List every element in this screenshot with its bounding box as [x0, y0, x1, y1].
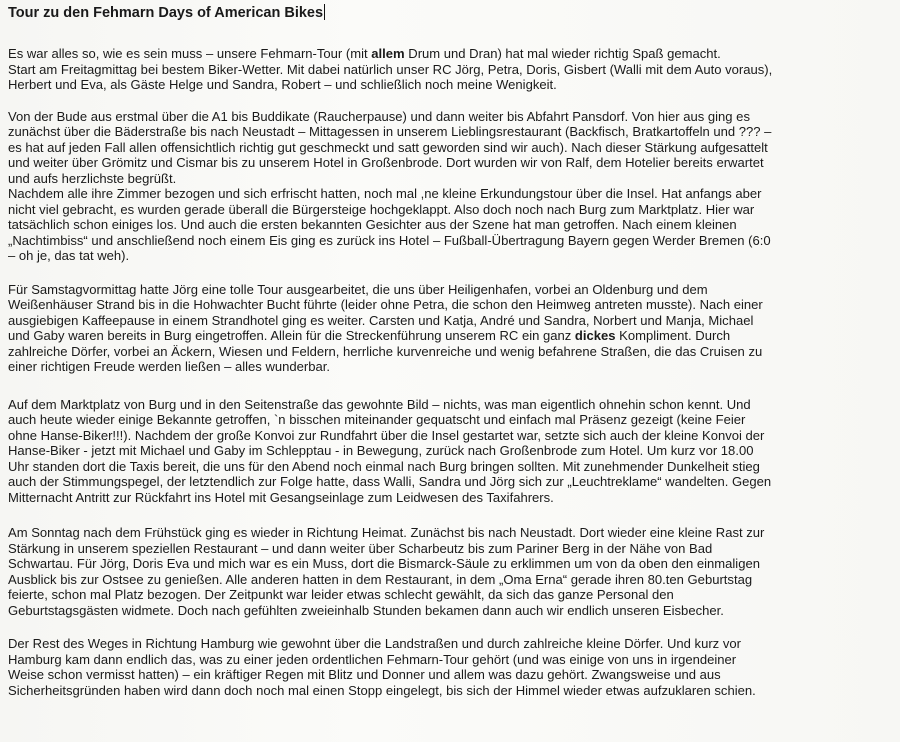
- text-line: Auf dem Marktplatz von Burg und in den Seitenstraße das gewohnte Bild – nichts, was man eigentlich ohnehin schon kennt. Und: [8, 396, 751, 412]
- text-line: Der Rest des Weges in Richtung Hamburg wie gewohnt über die Landstraßen und durch zahlreiche kleine Dörfer. Und kurz vor: [8, 636, 741, 651]
- paragraph-1: [8, 46, 892, 93]
- text-line: Schwartau. Für Jörg, Doris Eva und mich war es ein Muss, dort die Bismarck-Säule zu erklimmen um von da oben den einmaligen: [8, 556, 760, 571]
- text-line: nicht viel gebracht, es wurden gerade überall die Bürgersteige hochgeklappt. Also doch noch nach Burg zum Marktplatz. Hier war: [8, 201, 755, 217]
- paragraph-7: [8, 636, 892, 698]
- paragraph-3: [8, 186, 892, 264]
- paragraph-6: [8, 525, 892, 618]
- text-line: Uhr standen dort die Taxis bereit, die uns für den Abend noch einmal nach Burg bringen sollten. Mit zunehmender Dunkelheit stieg: [8, 458, 760, 474]
- text-line: feierte, schon mal Platz bezogen. Der Zeitpunkt war leider etwas schlecht gewählt, da sich das ganze Personal den: [8, 587, 674, 602]
- text-line: es hat auf jeden Fall allen offensichtlich richtig gut geschmeckt und satt geworden sind wir auch). Nach dieser Stärkung aufgesattelt: [8, 139, 768, 155]
- paragraph-4: [8, 282, 892, 375]
- title-text: Tour zu den Fehmarn Days of American Bikes: [8, 5, 324, 21]
- text-line: Hanse-Biker - jetzt mit Michael und Gaby im Schlepptau - in Bewegung, zurück nach Großenbrode zum Hotel. Um kurz vor 18.00: [8, 443, 754, 458]
- text-line: Stärkung in unserem speziellen Restaurant – und dann weiter über Scharbeutz bis zum Pariner Berg in der Nähe von Bad: [8, 540, 713, 556]
- text-line: auch der Stimmungspegel, der letztendlich zur Folge hatte, dass Walli, Sandra und Jörg sich zur „Leuchtreklame“ wandelten. Gegen: [8, 474, 772, 489]
- text-line: Start am Freitagmittag bei bestem Biker-Wetter. Mit dabei natürlich unser RC Jörg, Petra, Doris, Gisbert (Walli mit dem Auto voraus),: [8, 61, 773, 77]
- document-title: [8, 4, 892, 23]
- text-line: Für Samstagvormittag hatte Jörg eine tolle Tour ausgearbeitet, die uns über Heiligenhafen, vorbei an Oldenburg und dem: [8, 281, 708, 297]
- text-line: Ausblick bis zur Ostsee zu genießen. Alle anderen hatten in dem Restaurant, in dem „Oma Erna“ gerade ihren 80.ten Geburtstag: [8, 571, 753, 587]
- text-line: Am Sonntag nach dem Frühstück ging es wieder in Richtung Heimat. Zunächst bis nach Neustadt. Dort wieder eine kleine Rast zur: [8, 525, 765, 540]
- text-line: und weiter über Grömitz und Cismar bis zu unserem Hotel in Großenbrode. Dort wurden wir von Ralf, dem Hotelier bereits erwartet: [8, 155, 764, 170]
- bold-word: allem: [371, 46, 405, 61]
- text-line: auch heute wieder einige Bekannte getroffen, `n bisschen miteinander gequatscht und einfach mal Präsenz gezeigt (keine Feier: [8, 412, 746, 427]
- text-line: Weißenhäuser Strand bis in die Hohwachter Bucht führte (leider ohne Petra, die schon den Heimweg antreten musste). Nach einer: [8, 297, 763, 312]
- paragraph-2: [8, 109, 892, 187]
- bold-word: dickes: [574, 328, 616, 343]
- text-line: Hamburg kam dann endlich das, was zu einer jeden ordentlichen Fehmarn-Tour gehört (und was einige von uns in irgendeiner: [8, 651, 737, 667]
- text-line: Weise schon vermisst hatten) – ein kräftiger Regen mit Blitz und Donner und allem was dazu gehört. Zwangsweise und aus: [8, 667, 721, 682]
- text-line: ohne Hanse-Biker!!!). Nachdem der große Konvoi zur Rundfahrt über die Insel gestartet war, setzte sich auch der kleine Konvoi der: [8, 427, 765, 443]
- text-line: und Gaby waren bereits in Burg eingetroffen. Allein für die Streckenführung unserem RC ein ganz dickes Kompliment. Durch: [8, 328, 731, 343]
- text-line: „Nachtimbiss“ und anschließend noch einem Eis ging es zurück ins Hotel – Fußball-Übertragung Bayern gegen Werder Bremen (6:0: [8, 232, 771, 248]
- text-line: tatsächlich schon einiges los. Und auch die ersten bekannten Gesichter aus der Szene hat man getroffen. Nach einem kleinen: [8, 217, 737, 232]
- text-line: – oh je, das tat weh).: [8, 248, 130, 263]
- text-line: Von der Bude aus erstmal über die A1 bis Buddikate (Raucherpause) und dann weiter bis Abfahrt Pansdorf. Von hier aus ging es: [8, 108, 750, 124]
- text-line: zunächst über die Bäderstraße bis nach Neustadt – Mittagessen in unserem Lieblingsrestaurant (Backfisch, Bratkartoffeln und ??? –: [8, 124, 772, 139]
- text-line: und aufs herzlichste begrüßt.: [8, 170, 177, 186]
- text-line: Sicherheitsgründen haben wird dann doch noch mal einen Stopp eingelegt, bis sich der Himmel wieder etwas aufzuklaren schien.: [8, 682, 756, 698]
- text-cursor: [324, 4, 325, 20]
- text-line: Geburtstagsgästen widmete. Doch nach gefühlten zweieinhalb Stunden bekamen dann auch wir endlich unseren Eisbecher.: [8, 602, 724, 618]
- text-line: Herbert und Eva, als Gäste Helge und Sandra, Robert – und schließlich noch meine Wenigkeit.: [8, 77, 557, 92]
- text-line: zahlreiche Dörfer, vorbei an Äckern, Wiesen und Feldern, herrliche kurvenreiche und wenig befahrene Straßen, die das Cruisen zu: [8, 343, 763, 359]
- paragraph-5: [8, 397, 892, 506]
- text-line: Mitternacht Antritt zur Rückfahrt ins Hotel mit Gesangseinlage zum Leidwesen des Taxifahrers.: [8, 489, 554, 505]
- text-line: Nachdem alle ihre Zimmer bezogen und sich erfrischt hatten, noch mal ,ne kleine Erkundungstour über die Insel. Hat anfangs aber: [8, 186, 762, 201]
- text-line: Es war alles so, wie es sein muss – unsere Fehmarn-Tour (mit allem Drum und Dran) hat mal wieder richtig Spaß gemacht.: [8, 46, 721, 61]
- text-line: ausgiebigen Kaffeepause in einem Strandhotel ging es weiter. Carsten und Katja, André und Sandra, Norbert und Manja, Michael: [8, 312, 754, 328]
- text-line: einer richtigen Freude werden ließen – alles wunderbar.: [8, 359, 331, 374]
